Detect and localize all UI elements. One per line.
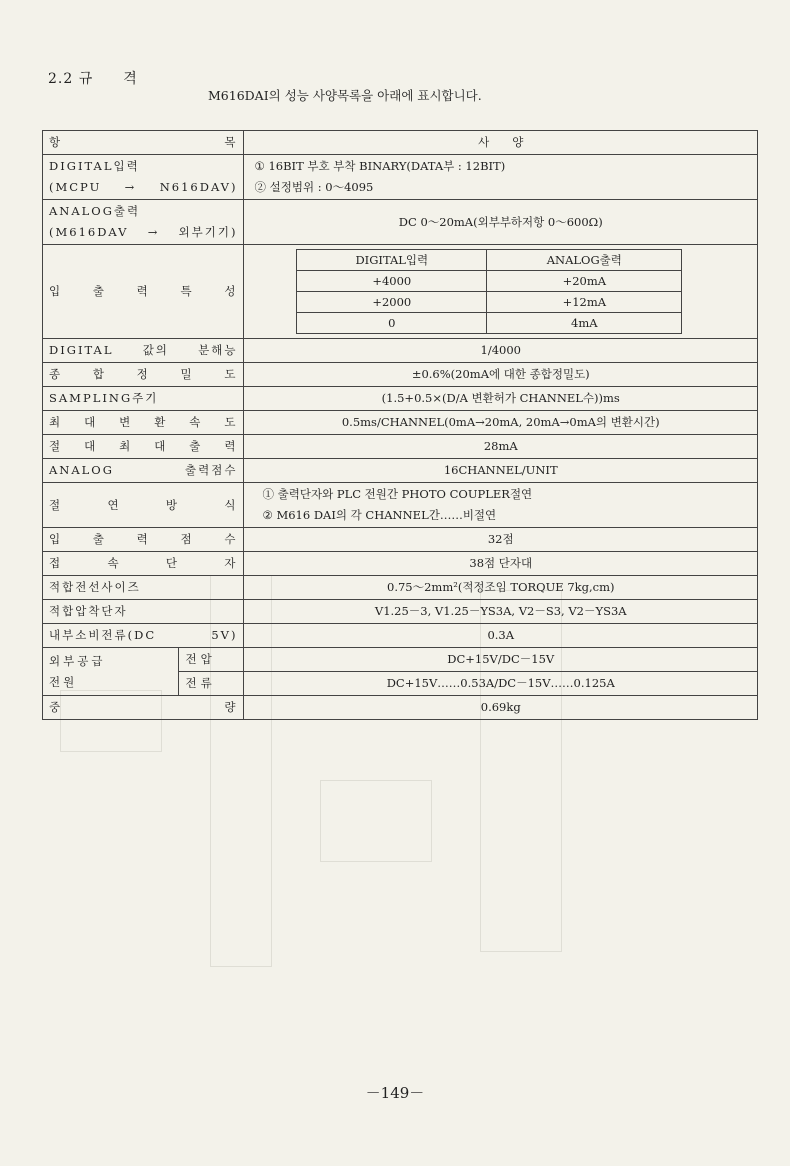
table-row [43,552,758,576]
row-value: ±0.6%(20mA에 대한 종합정밀도) [244,363,758,387]
table-row [43,459,758,483]
inner-cell: 0 [297,313,487,334]
row-value: 0.69kg [244,696,758,720]
sub-label: 전압 [179,648,244,672]
row-value: 1/4000 [244,339,758,363]
inner-header-row [297,250,682,271]
row-label: SAMPLING주기 [43,387,244,411]
inner-row [297,271,682,292]
row-value: 0.75～2mm²(적정조임 TORQUE 7kg,cm) [244,576,758,600]
label-line: 전원 [49,674,78,689]
row-value [244,155,758,200]
row-value: 28mA [244,435,758,459]
row-value: 38점 단자대 [244,552,758,576]
row-label: 접 속 단 자 [43,552,244,576]
row-label: 중 량 [43,696,244,720]
table-header-row [43,131,758,155]
row-label: 적합전선사이즈 [43,576,244,600]
table-row [43,411,758,435]
bleed-through-shape [320,780,432,862]
row-value [244,483,758,528]
inner-header: DIGITAL입력 [297,250,487,271]
row-label: 입 출 력 특 성 [43,245,244,339]
value-line: ② 설정범위 : 0～4095 [254,180,374,194]
row-label: 최 대 변 환 속 도 [43,411,244,435]
row-value: DC+15V……0.53A/DC－15V……0.125A [244,672,758,696]
table-row [43,435,758,459]
table-row [43,600,758,624]
row-value: V1.25－3, V1.25－YS3A, V2－S3, V2－YS3A [244,600,758,624]
row-label [43,648,179,696]
row-label [43,155,244,200]
label-line: 외부공급 [49,653,106,668]
spec-table [42,130,758,720]
label-line: DIGITAL입력 [49,159,140,173]
label-line: (MCPU → N616DAV) [49,180,238,194]
value-line: ① 16BIT 부호 부착 BINARY(DATA부 : 12BIT) [254,159,506,173]
inner-cell: 4mA [487,313,682,334]
row-label [43,200,244,245]
row-label: 적합압착단자 [43,600,244,624]
header-spec: 사 양 [244,131,758,155]
value-line: ② M616 DAI의 각 CHANNEL간……비절연 [262,508,497,522]
row-value: DC 0～20mA(외부부하저항 0～600Ω) [244,200,758,245]
row-value: 16CHANNEL/UNIT [244,459,758,483]
table-row [43,624,758,648]
page-number: －149－ [365,1084,425,1102]
inner-row [297,292,682,313]
row-label: 내부소비전류(DC 5V) [43,624,244,648]
inner-header: ANALOG출력 [487,250,682,271]
label-line: (M616DAV → 외부기기) [49,225,238,239]
table-row [43,387,758,411]
row-value [244,245,758,339]
inner-cell: +12mA [487,292,682,313]
header-item: 항 목 [43,131,244,155]
row-value: 32점 [244,528,758,552]
io-characteristics-table [296,249,682,334]
row-io-characteristics [43,245,758,339]
row-weight [43,696,758,720]
row-value: (1.5+0.5×(D/A 변환허가 CHANNEL수))ms [244,387,758,411]
row-value: DC+15V/DC－15V [244,648,758,672]
row-isolation [43,483,758,528]
row-label: ANALOG 출력점수 [43,459,244,483]
sub-label: 전류 [179,672,244,696]
inner-cell: +4000 [297,271,487,292]
row-label: 종 합 정 밀 도 [43,363,244,387]
row-analog-output [43,200,758,245]
row-label: DIGITAL 값의 분해능 [43,339,244,363]
row-label: 절 연 방 식 [43,483,244,528]
inner-cell: +20mA [487,271,682,292]
table-row [43,528,758,552]
table-row [43,339,758,363]
section-heading: 2.2 규 격 [48,71,138,87]
table-row [43,576,758,600]
label-line: ANALOG출력 [49,204,141,218]
inner-row [297,313,682,334]
row-label: 입 출 력 점 수 [43,528,244,552]
row-external-voltage [43,648,758,672]
row-value: 0.5ms/CHANNEL(0mA→20mA, 20mA→0mA의 변환시간) [244,411,758,435]
inner-cell: +2000 [297,292,487,313]
row-value: 0.3A [244,624,758,648]
row-label: 절 대 최 대 출 력 [43,435,244,459]
value-line: ① 출력단자와 PLC 전원간 PHOTO COUPLER절연 [262,487,533,501]
intro-text: M616DAI의 성능 사양목록을 아래에 표시합니다. [208,88,482,103]
table-row [43,363,758,387]
row-digital-input [43,155,758,200]
